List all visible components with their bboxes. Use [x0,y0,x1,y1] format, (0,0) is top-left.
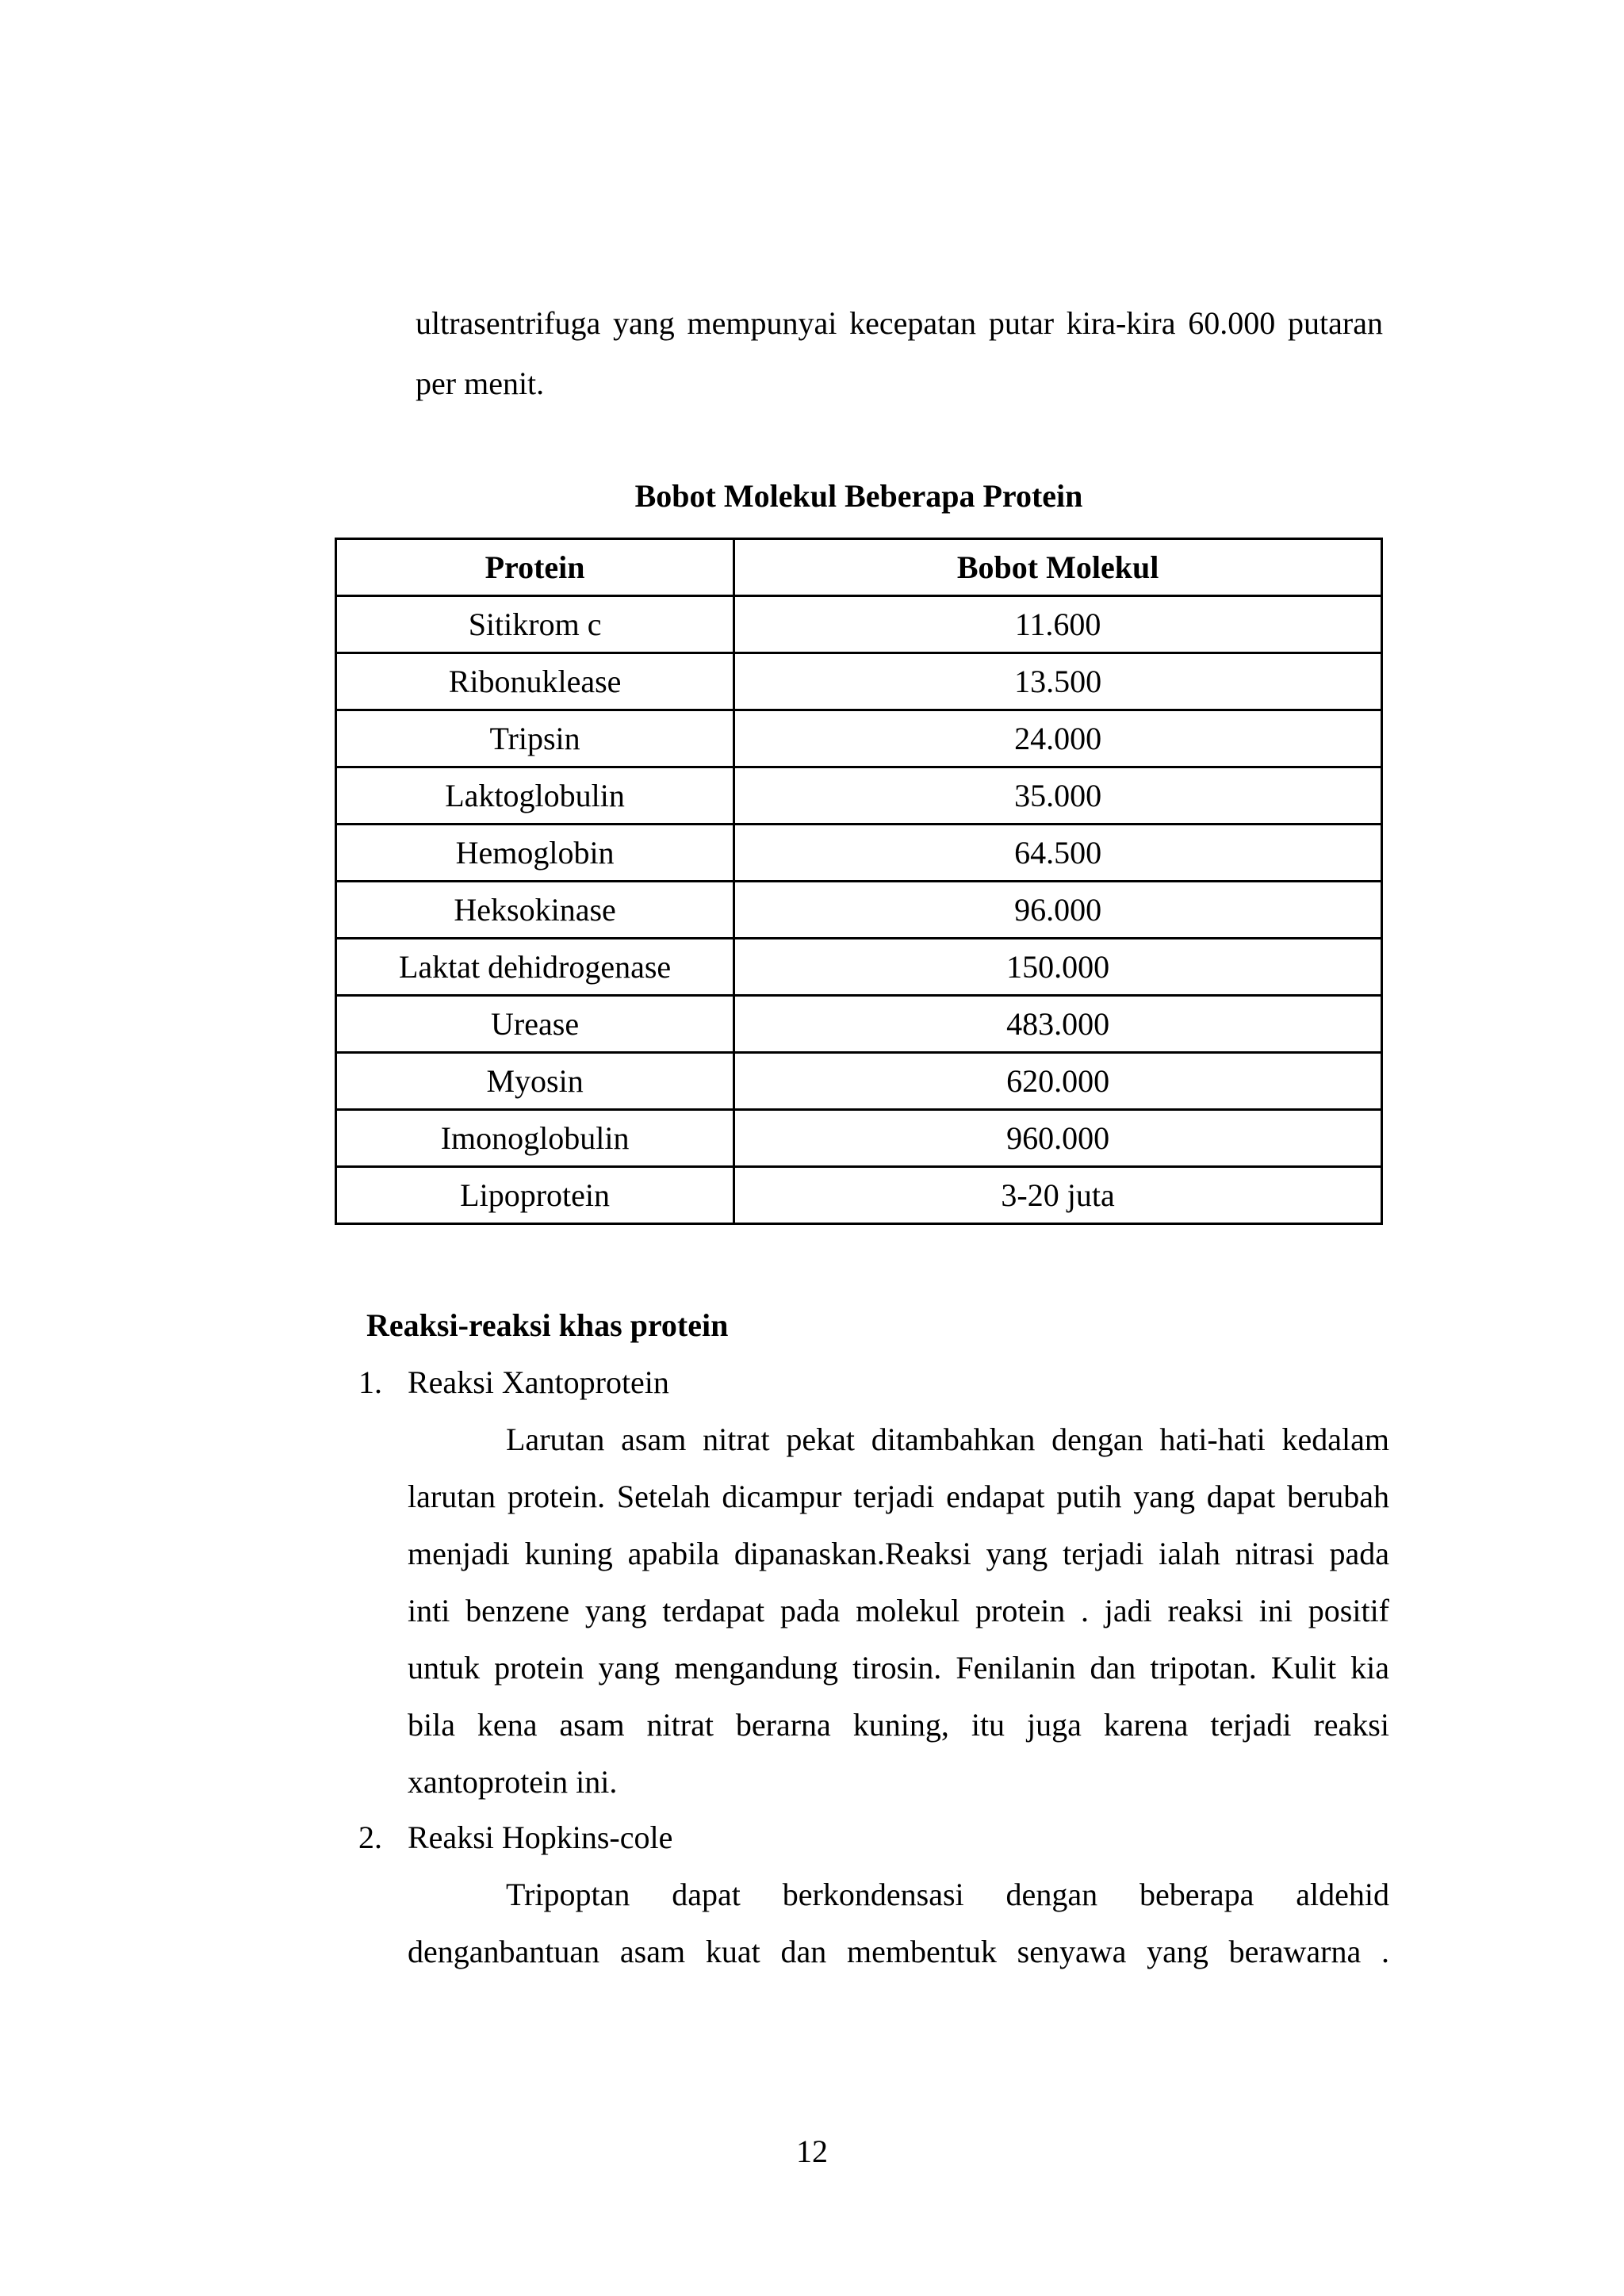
weight-cell: 35.000 [734,767,1382,825]
xanto-line-1: Larutan asam nitrat pekat ditambahkan dengan hati-hati kedalam [506,1422,1389,1457]
page-number: 12 [796,2133,828,2169]
protein-cell: Hemoglobin [336,825,734,882]
section-heading: Reaksi-reaksi khas protein [366,1307,729,1343]
table-row [336,1167,1382,1224]
protein-cell: Imonoglobulin [336,1110,734,1167]
table-row [336,1110,1382,1167]
table-row [336,1053,1382,1110]
xanto-line-5: untuk protein yang mengandung tirosin. Fenilanin dan tripotan. Kulit kia [408,1650,1389,1686]
hopkins-line-1: Tripoptan dapat berkondensasi dengan beberapa aldehid [506,1877,1389,1912]
molecular-weight-table [335,538,1383,1225]
xanto-line-7: xantoprotein ini. [408,1764,618,1800]
weight-cell: 3-20 juta [734,1167,1382,1224]
header-protein: Protein [336,539,734,596]
weight-cell: 960.000 [734,1110,1382,1167]
xanto-line-3: menjadi kuning apabila dipanaskan.Reaksi yang terjadi ialah nitrasi pada [408,1536,1389,1571]
table-row [336,710,1382,767]
protein-cell: Laktat dehidrogenase [336,939,734,996]
xanto-line-6: bila kena asam nitrat berarna kuning, itu juga karena terjadi reaksi [408,1707,1389,1743]
xanto-line-2: larutan protein. Setelah dicampur terjadi endapat putih yang dapat berubah [408,1479,1389,1514]
weight-cell: 620.000 [734,1053,1382,1110]
table-row [336,653,1382,710]
weight-cell: 24.000 [734,710,1382,767]
protein-cell: Urease [336,996,734,1053]
protein-cell: Heksokinase [336,882,734,939]
weight-cell: 483.000 [734,996,1382,1053]
intro-line-2: per menit. [416,365,545,401]
protein-cell: Laktoglobulin [336,767,734,825]
table-row [336,767,1382,825]
protein-cell: Tripsin [336,710,734,767]
table-row [336,882,1382,939]
table-row [336,939,1382,996]
list-title-xantoprotein: Reaksi Xantoprotein [408,1364,669,1400]
table-caption: Bobot Molekul Beberapa Protein [634,478,1083,514]
table-row [336,996,1382,1053]
table-row [336,596,1382,653]
weight-cell: 64.500 [734,825,1382,882]
protein-cell: Ribonuklease [336,653,734,710]
intro-line-1: ultrasentrifuga yang mempunyai kecepatan putar kira-kira 60.000 putaran [416,305,1383,341]
hopkins-line-2: denganbantuan asam kuat dan membentuk senyawa yang berawarna . [408,1934,1389,1969]
protein-cell: Myosin [336,1053,734,1110]
table-row [336,825,1382,882]
header-molecular-weight: Bobot Molekul [734,539,1382,596]
weight-cell: 13.500 [734,653,1382,710]
protein-cell: Sitikrom c [336,596,734,653]
list-number-2: 2. [358,1820,382,1855]
protein-cell: Lipoprotein [336,1167,734,1224]
list-title-hopkins-cole: Reaksi Hopkins-cole [408,1820,673,1855]
weight-cell: 96.000 [734,882,1382,939]
weight-cell: 11.600 [734,596,1382,653]
weight-cell: 150.000 [734,939,1382,996]
table-header-row [336,539,1382,596]
list-number-1: 1. [358,1364,382,1400]
xanto-line-4: inti benzene yang terdapat pada molekul protein . jadi reaksi ini positif [408,1593,1389,1628]
